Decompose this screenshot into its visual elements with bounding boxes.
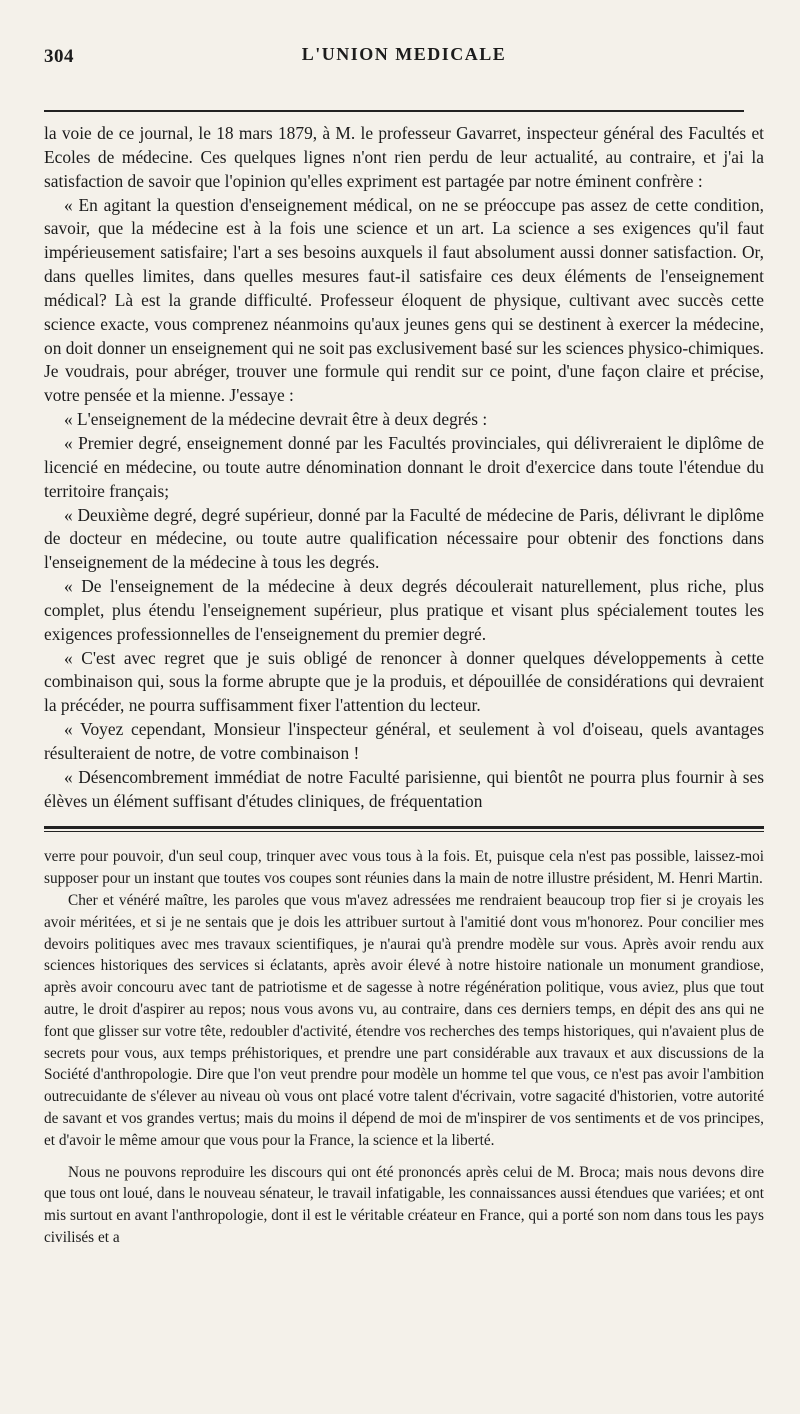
main-paragraph: « Deuxième degré, degré supérieur, donné par la Faculté de médecine de Paris, délivrant le diplôme de docteur en médecine, ou toute autre qualification nécessaire pour obtenir des fonctions dans l'enseignement de la médecine à tous les degrés. [44,504,764,573]
main-paragraph: « C'est avec regret que je suis obligé de renoncer à donner quelques développements à cette combinaison qui, sous la forme abrupte que je la produis, et dépouillée de considérations qui devraient la précéder, ne pourra suffisamment fixer l'attention du lecteur. [44,647,764,716]
main-paragraph: « Désencombrement immédiat de notre Faculté parisienne, qui bientôt ne pourra plus fournir à ses élèves un élément suffisant d'études cliniques, de fréquentation [44,766,764,811]
main-text [44,122,764,813]
header-rule [44,110,744,112]
feuilleton-paragraph: Nous ne pouvons reproduire les discours qui ont été prononcés après celui de M. Broca; mais nous devons dire que tous ont loué, dans le nouveau sénateur, le travail infatigable, les connaissances aussi étendues que variées; et ont mis surtout en avant l'anthropologie, dont il est le véritable créateur en France, qui a porté son nom dans tous les pays civilisés et a [44,1163,764,1247]
feuilleton-paragraph: Cher et vénéré maître, les paroles que vous m'avez adressées me rendraient beaucoup trop fier si je croyais les avoir méritées, et si je ne sentais que je dois les attribuer surtout à l'amitié dont vous m'honorez. Pour concilier mes devoirs politiques avec mes travaux scientifiques, je n'aurai qu'à prendre modèle sur vous. Après avoir rendu aux sciences historiques des services si éclatants, après avoir élevé à notre histoire nationale un monument grandiose, après avoir concouru avec tant de patriotisme et de sagesse à notre régénération politique, vous aviez, plus que tout autre, le droit d'aspirer au repos; nous vous avons vu, au contraire, dans ces derniers temps, en dépit des ans qui ne font que glisser sur votre tête, redoubler d'activité, étendre vos recherches des temps historiques, qui n'avaient plus de secrets pour vous, aux temps préhistoriques, et prendre une part considérable aux travaux et aux discussions de la Société d'anthropologie. Dire que l'on veut prendre pour modèle un homme tel que vous, ce n'est pas avoir l'ambition outrecuidante de s'élever au niveau où vous ont placé votre talent d'écrivain, votre sagacité d'historien, votre autorité de savant et vos grandes vertus; mais du moins il dépend de moi de m'inspirer de vos sentiments et de vos principes, et d'avoir le même amour que vous pour la France, la science et la liberté. [44,892,764,1149]
main-paragraph: « Premier degré, enseignement donné par les Facultés provinciales, qui délivreraient le diplôme de licencié en médecine, ou toute autre dénomination donnant le droit d'exercice dans toute l'étendue du territoire français; [44,432,764,501]
main-paragraph: « De l'enseignement de la médecine à deux degrés découlerait naturellement, plus riche, plus complet, plus étendu l'enseignement supérieur, plus pratique et visant plus spécialement toutes les exigences professionnelles de l'enseignement du premier degré. [44,576,764,644]
feuilleton-text [44,846,764,1248]
main-paragraph: « Voyez cependant, Monsieur l'inspecteur général, et seulement à vol d'oiseau, quels avantages résulteraient de notre, de votre combinaison ! [44,719,764,763]
feuilleton-paragraph: verre pour pouvoir, d'un seul coup, trinquer avec vous tous à la fois. Et, puisque cela n'est pas possible, laissez-moi supposer pour un instant que toutes vos coupes sont réunies dans la main de notre illustre président, M. Henri Martin. [44,848,764,888]
main-paragraph: la voie de ce journal, le 18 mars 1879, à M. le professeur Gavarret, inspecteur général des Facultés et Ecoles de médecine. Ces quelques lignes n'ont rien perdu de leur actualité, au contraire, et j'ai la satisfaction de savoir que l'opinion qu'elles expriment est partagée par notre éminent confrère : [44,123,764,191]
journal-page [44,40,764,1249]
main-paragraph: « En agitant la question d'enseignement médical, on ne se préoccupe pas assez de cette condition, savoir, que la médecine est à la fois une science et un art. La science a ses exigences qu'il faut impérieusement satisfaire; l'art a ses besoins auxquels il faut absolument aussi donner satisfaction. Or, dans quelles limites, dans quelles mesures faut-il satisfaire ces deux éléments de l'enseignement médical? Là est la grande difficulté. Professeur éloquent de physique, cultivant avec succès cette science exacte, vous comprenez néanmoins qu'aux jeunes gens qui se destinent à exercer la médecine, on doit donner un enseignement qui ne soit pas exclusivement basé sur les sciences physico-chimiques. Je voudrais, pour abréger, trouver une formule qui rendit sur ce point, d'une façon claire et précise, votre pensée et la mienne. J'essaye : [44,194,764,406]
page-header [44,40,764,74]
feuilleton-separator [44,826,764,832]
page-number: 304 [44,46,74,67]
running-title: L'UNION MEDICALE [301,44,507,64]
main-paragraph: « L'enseignement de la médecine devrait être à deux degrés : [64,409,488,430]
